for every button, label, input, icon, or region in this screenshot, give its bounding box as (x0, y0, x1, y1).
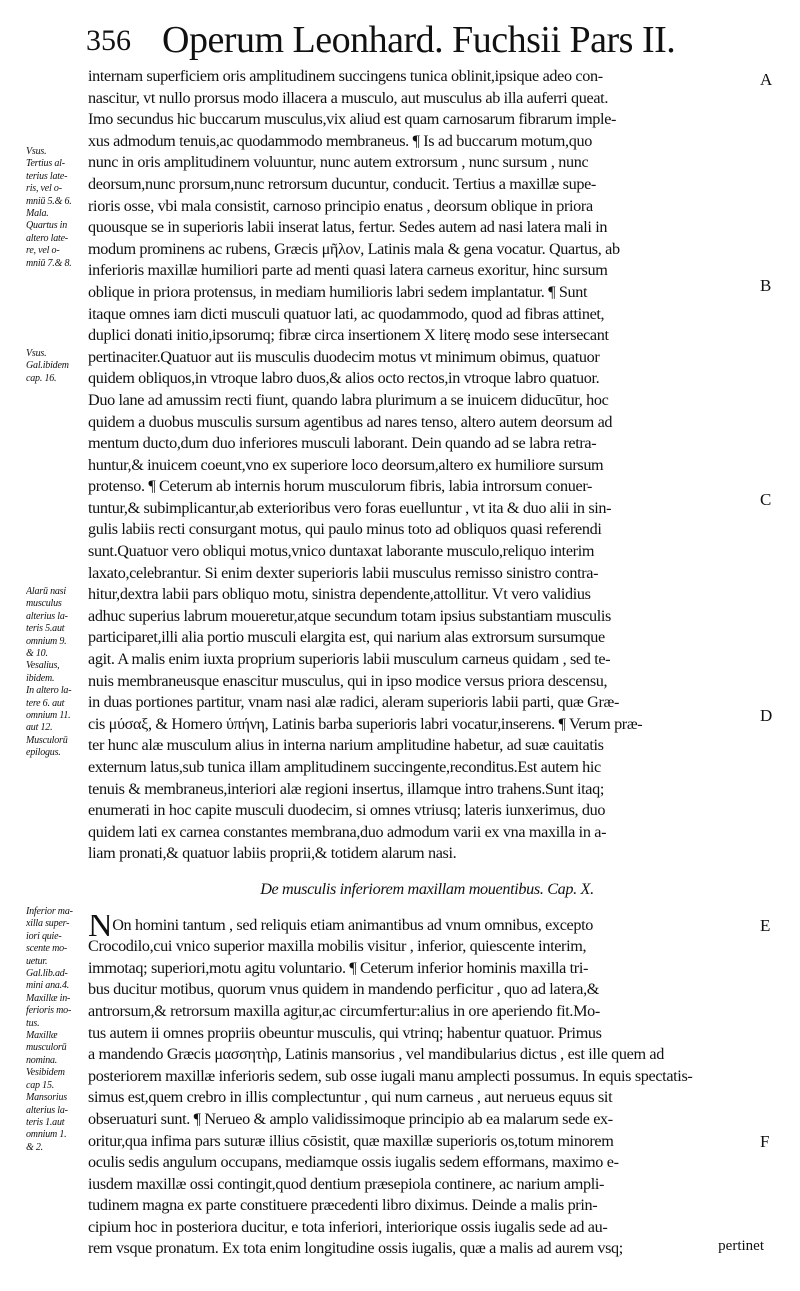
text-line-rest: On homini tantum , sed reliquis etiam animantibus ad vnum omnibus, excepto (112, 915, 594, 934)
text-line: simus est,quem crebro in illis complectuntur , qui num carneus , aut nerueus equus sit (88, 1088, 613, 1107)
text-line: liam pronati,& quatuor labiis proprii,& totidem alarum nasi. (88, 844, 457, 863)
margin-note-line: cap. 16. (26, 372, 57, 384)
text-line: Imo secundus hic buccarum musculus,vix aliud est quam carnosarum fibrarum imple- (88, 110, 617, 129)
margin-note-line: Maxillæ (26, 1030, 58, 1042)
text-line: internam superficiem oris amplitudinem succingens tunica oblinit,ipsique adeo con- (88, 67, 603, 85)
text-line: nunc in oris amplitudinem voluuntur, nunc autem extrorsum , nunc sursum , nunc (88, 153, 589, 172)
margin-note-line: ris, vel o- (26, 183, 62, 195)
margin-note-group (26, 586, 90, 760)
text-line: quousque se in superioris labii inserat latus, fertur. Sedes autem ad nasi latera mali in (88, 218, 608, 237)
text-line: huntur,& inuicem coeunt,vno ex superiore loco deorsum,altero ex humiliore sursum (88, 455, 604, 474)
margin-note-line: altero late- (26, 232, 68, 244)
text-line: xus admodum tenuis,ac quodammodo membraneus. ¶ Is ad buccarum motum,quo (88, 131, 592, 150)
chapter-title: De musculis inferiorem maxillam mouentibus. Cap. X. (260, 879, 594, 898)
body-text-block (88, 66, 766, 865)
text-line: a mandendo Græcis μασσητὴρ, Latinis mansorius , vel mandibularius dictus , est ille quem ad (88, 1045, 665, 1064)
margin-note-line: teris 1.aut (26, 1116, 65, 1128)
text-line: laxato,celebrantur. Si enim dexter superioris labii musculus remisso sinistro contra- (88, 563, 599, 582)
margin-note-line: iori quie- (26, 930, 62, 942)
text-line: ter hunc alæ musculum alius in interna narium amplitudine habetur, ad suæ cauitatis (88, 736, 604, 755)
chapter-text-block (88, 915, 766, 1261)
text-line: tuntur,& subimplicantur,ab exterioribus vero foras euelluntur , vt ita & duo alii in sin- (88, 498, 612, 517)
text-line: modum prominens ac rubens, Græcis μῆλον, Latinis mala & gena vocatur. Quartus, ab (88, 239, 620, 258)
margin-note-line: musculus (26, 598, 62, 610)
margin-note-line: omnium 9. (26, 635, 67, 647)
margin-note-line: Gal.lib.ad- (26, 968, 68, 980)
catchword: pertinet (718, 1238, 764, 1254)
text-line: posteriorem maxillæ inferioris sedem, sub osse iugali manu amplecti possumus. In equis spectatis- (88, 1066, 693, 1085)
margin-note-line: ibidem. (26, 672, 55, 684)
margin-note-group (26, 146, 90, 270)
margin-note-line: Vesibidem (26, 1067, 65, 1079)
margin-note-line: Vesalius, (26, 660, 60, 672)
margin-note-line: Vsus. (26, 146, 47, 157)
side-letter: E (760, 916, 771, 935)
margin-note-line: re, vel o- (26, 245, 60, 257)
text-line: in duas portiones partitur, vnam nasi alæ radici, aleram superioris labii parti, quæ Græ- (88, 693, 620, 712)
margin-note-line: epilogus. (26, 747, 61, 759)
margin-note-line: nomina. (26, 1054, 58, 1066)
text-line: protenso. ¶ Ceterum ab internis horum musculorum fibris, labia introrsum conuer- (88, 477, 593, 496)
text-line: obseruaturi sunt. ¶ Nerueo & amplo validissimoque principio ab ea malarum sede ex- (88, 1109, 613, 1128)
text-line: tudinem magna ex parte constituere præcedenti libro diximus. Deinde a malis prin- (88, 1196, 598, 1215)
text-line: quidem a duobus musculis sursum agentibus ad nares tenso, altero autem deorsum ad (88, 412, 613, 431)
margin-note-line: Gal.ibidem (26, 360, 69, 372)
text-line: adhuc superius labrum moueretur,atque secundum totam ipsius substantiam musculis (88, 606, 611, 625)
text-line: externum latus,sub tunica illam amplitudinem succingente,reconditus.Est autem hic (88, 758, 601, 776)
margin-note-line: Quartus in (26, 220, 68, 232)
margin-note-line: xilla super- (26, 918, 70, 930)
margin-note-line: Maxillæ in- (26, 992, 71, 1004)
running-title: Operum Leonhard. Fuchsii Pars II. (162, 19, 676, 61)
margin-note-line: teris 5.aut (26, 623, 65, 635)
text-line: pertinaciter.Quatuor aut iis musculis duodecim motus vt minimum obimus, quatuor (88, 347, 600, 366)
margin-note-line: Mansorius (26, 1092, 67, 1104)
margin-note-group (26, 348, 90, 385)
text-line: sunt.Quatuor vero obliqui motus,vnico duntaxat laborante musculo,reliquo interim (88, 542, 595, 561)
main-text (88, 66, 766, 1260)
text-line: inferioris maxillæ humiliori parte ad menti quasi latera carneus exoritur, hinc sursum (88, 261, 608, 280)
text-line (88, 915, 766, 937)
text-line: itaque omnes iam dicti musculi quatuor lati, ac quodammodo, quod ad fibras attinet, (88, 304, 605, 323)
side-letter: C (760, 490, 772, 509)
margin-note-line: Musculorū (26, 734, 68, 746)
margin-note-line: In altero la- (26, 685, 72, 697)
text-line: cipium hoc in posteriora ducitur, e tota inferiori, interiorique ossis iugalis sede ad au- (88, 1217, 608, 1236)
page-number: 356 (86, 24, 131, 57)
text-line: cis μύσαξ, & Homero ὑπήνη, Latinis barba superioris labri vocatur,inserens. ¶ Verum præ- (88, 714, 643, 733)
margin-note-line: tus. (26, 1017, 40, 1029)
margin-note-line: Alarū nasi (26, 586, 66, 597)
margin-note-line: uetur. (26, 955, 48, 967)
margin-note-line: Vsus. (26, 348, 47, 359)
text-line: nuis membraneusque enascitur musculus, qui in ipso modice versus priora descensu, (88, 671, 608, 690)
text-line: mentum ducto,dum duo inferiores musculi laborant. Dein quando ad se labra retra- (88, 434, 597, 453)
text-line: Crocodilo,cui vnico superior maxilla mobilis visitur , inferior, quiescente interim, (88, 937, 587, 956)
margin-note-line: Tertius al- (26, 158, 65, 170)
text-line: deorsum,nunc prorsum,nunc retrorsum ducuntur, conducit. Tertius a maxillæ supe- (88, 174, 596, 193)
margin-note-line: Mala. (26, 208, 49, 220)
text-line: antrorsum,& retrorsum maxilla agitur,ac circumfertur:alius in ore aperiendo fit.Mo- (88, 1001, 600, 1020)
margin-note-line: mniū 7.& 8. (26, 257, 72, 269)
text-line: agit. A malis enim iuxta proprium superioris labii musculum carneus quidam , sed te- (88, 650, 611, 669)
side-letter: F (760, 1132, 770, 1151)
margin-note-line: terius late- (26, 170, 68, 182)
text-line: oritur,qua infima pars suturæ illius cōsistit, quæ maxillæ superioris os,totum minorem (88, 1131, 614, 1150)
text-line: duplici donati initio,ipsorumq; fibræ circa insertionem X literę modo sese intersecant (88, 326, 609, 345)
text-line: iusdem maxillæ ossi contingit,quod dentium præsepiola continere, ac narium ampli- (88, 1174, 605, 1193)
text-line: gulis labiis recti consurgant motus, qui paulo minus toto ad obliquos quasi referendi (88, 520, 602, 539)
text-line: immotaq; superiori,motu agitu voluntario. ¶ Ceterum inferior hominis maxilla tri- (88, 958, 589, 977)
margin-note-group (26, 906, 90, 1154)
side-letter: B (760, 276, 772, 295)
text-line: quidem obliquos,in vtroque labro duos,& alios octo rectos,in vtroque labro quatuor. (88, 369, 600, 388)
margin-note-line: mini ana.4. (26, 980, 70, 992)
margin-note-line: & 2. (26, 1141, 43, 1153)
text-line: oblique in priora protensus, in mediam humilioris labri sedem implantatur. ¶ Sunt (88, 282, 588, 301)
text-line: quidem lati ex carnea constantes membrana,duo admodum varii ex vna maxilla in a- (88, 822, 607, 841)
text-line: hitur,dextra labii pars obliquo motu, sinistra dependente,attollitur. Vt vero validius (88, 585, 591, 604)
text-line: rioris osse, vbi mala consistit, carnoso principio enatus , deorsum oblique in priora (88, 196, 593, 215)
margin-note-line: alterius la- (26, 610, 68, 622)
text-line: bus ducitur motibus, quorum vnus quidem in mandendo perficitur , quo ad latera,& (88, 980, 600, 999)
margin-note-line: & 10. (26, 648, 48, 660)
text-line: enumerati in hoc capite musculi duodecim, si omnes vtriusq; lateris iunxerimus, duo (88, 801, 606, 820)
margin-note-line: musculorū (26, 1042, 67, 1054)
margin-note-line: cap 15. (26, 1079, 55, 1091)
margin-note-line: omnium 1. (26, 1129, 67, 1141)
margin-note-line: omnium 11. (26, 710, 71, 722)
text-line: tenuis & membraneus,interiori alæ regioni insertus, illamque intro trahens.Sunt itaq; (88, 779, 605, 798)
margin-note-line: tere 6. aut (26, 697, 65, 709)
margin-note-line: Inferior ma- (26, 906, 73, 917)
margin-note-line: aut 12. (26, 722, 53, 734)
text-line: tus autem ii omnes propriis obeuntur musculis, qui vtrinq; habentur quatuor. Primus (88, 1023, 602, 1042)
page-header (86, 18, 786, 72)
drop-initial: N (88, 914, 113, 937)
margin-note-line: mniū 5.& 6. (26, 195, 72, 207)
text-line: rem vsque pronatum. Ex tota enim longitudine ossis iugalis, quæ a malis ad aurem vsq; (88, 1239, 623, 1258)
text-line: participaret,illi alia portio musculi elargita est, qui narium alas extrorsum sursumque (88, 628, 605, 647)
side-letter: D (760, 706, 773, 725)
margin-note-line: scente mo- (26, 943, 68, 955)
text-line: nascitur, vt nullo prorsus modo illacera a musculo, aut musculus ab illa auferri queat. (88, 88, 609, 107)
margin-note-line: ferioris mo- (26, 1005, 72, 1017)
side-letter: A (760, 70, 773, 89)
margin-note-line: alterius la- (26, 1104, 68, 1116)
text-line: Duo lane ad amussim recti fiunt, quando labra plurimum a se inuicem diducūtur, hoc (88, 390, 609, 409)
text-line: oculis sedis angulum occupans, mediamque ossis iugalis sedem efformans, maximo e- (88, 1153, 619, 1172)
